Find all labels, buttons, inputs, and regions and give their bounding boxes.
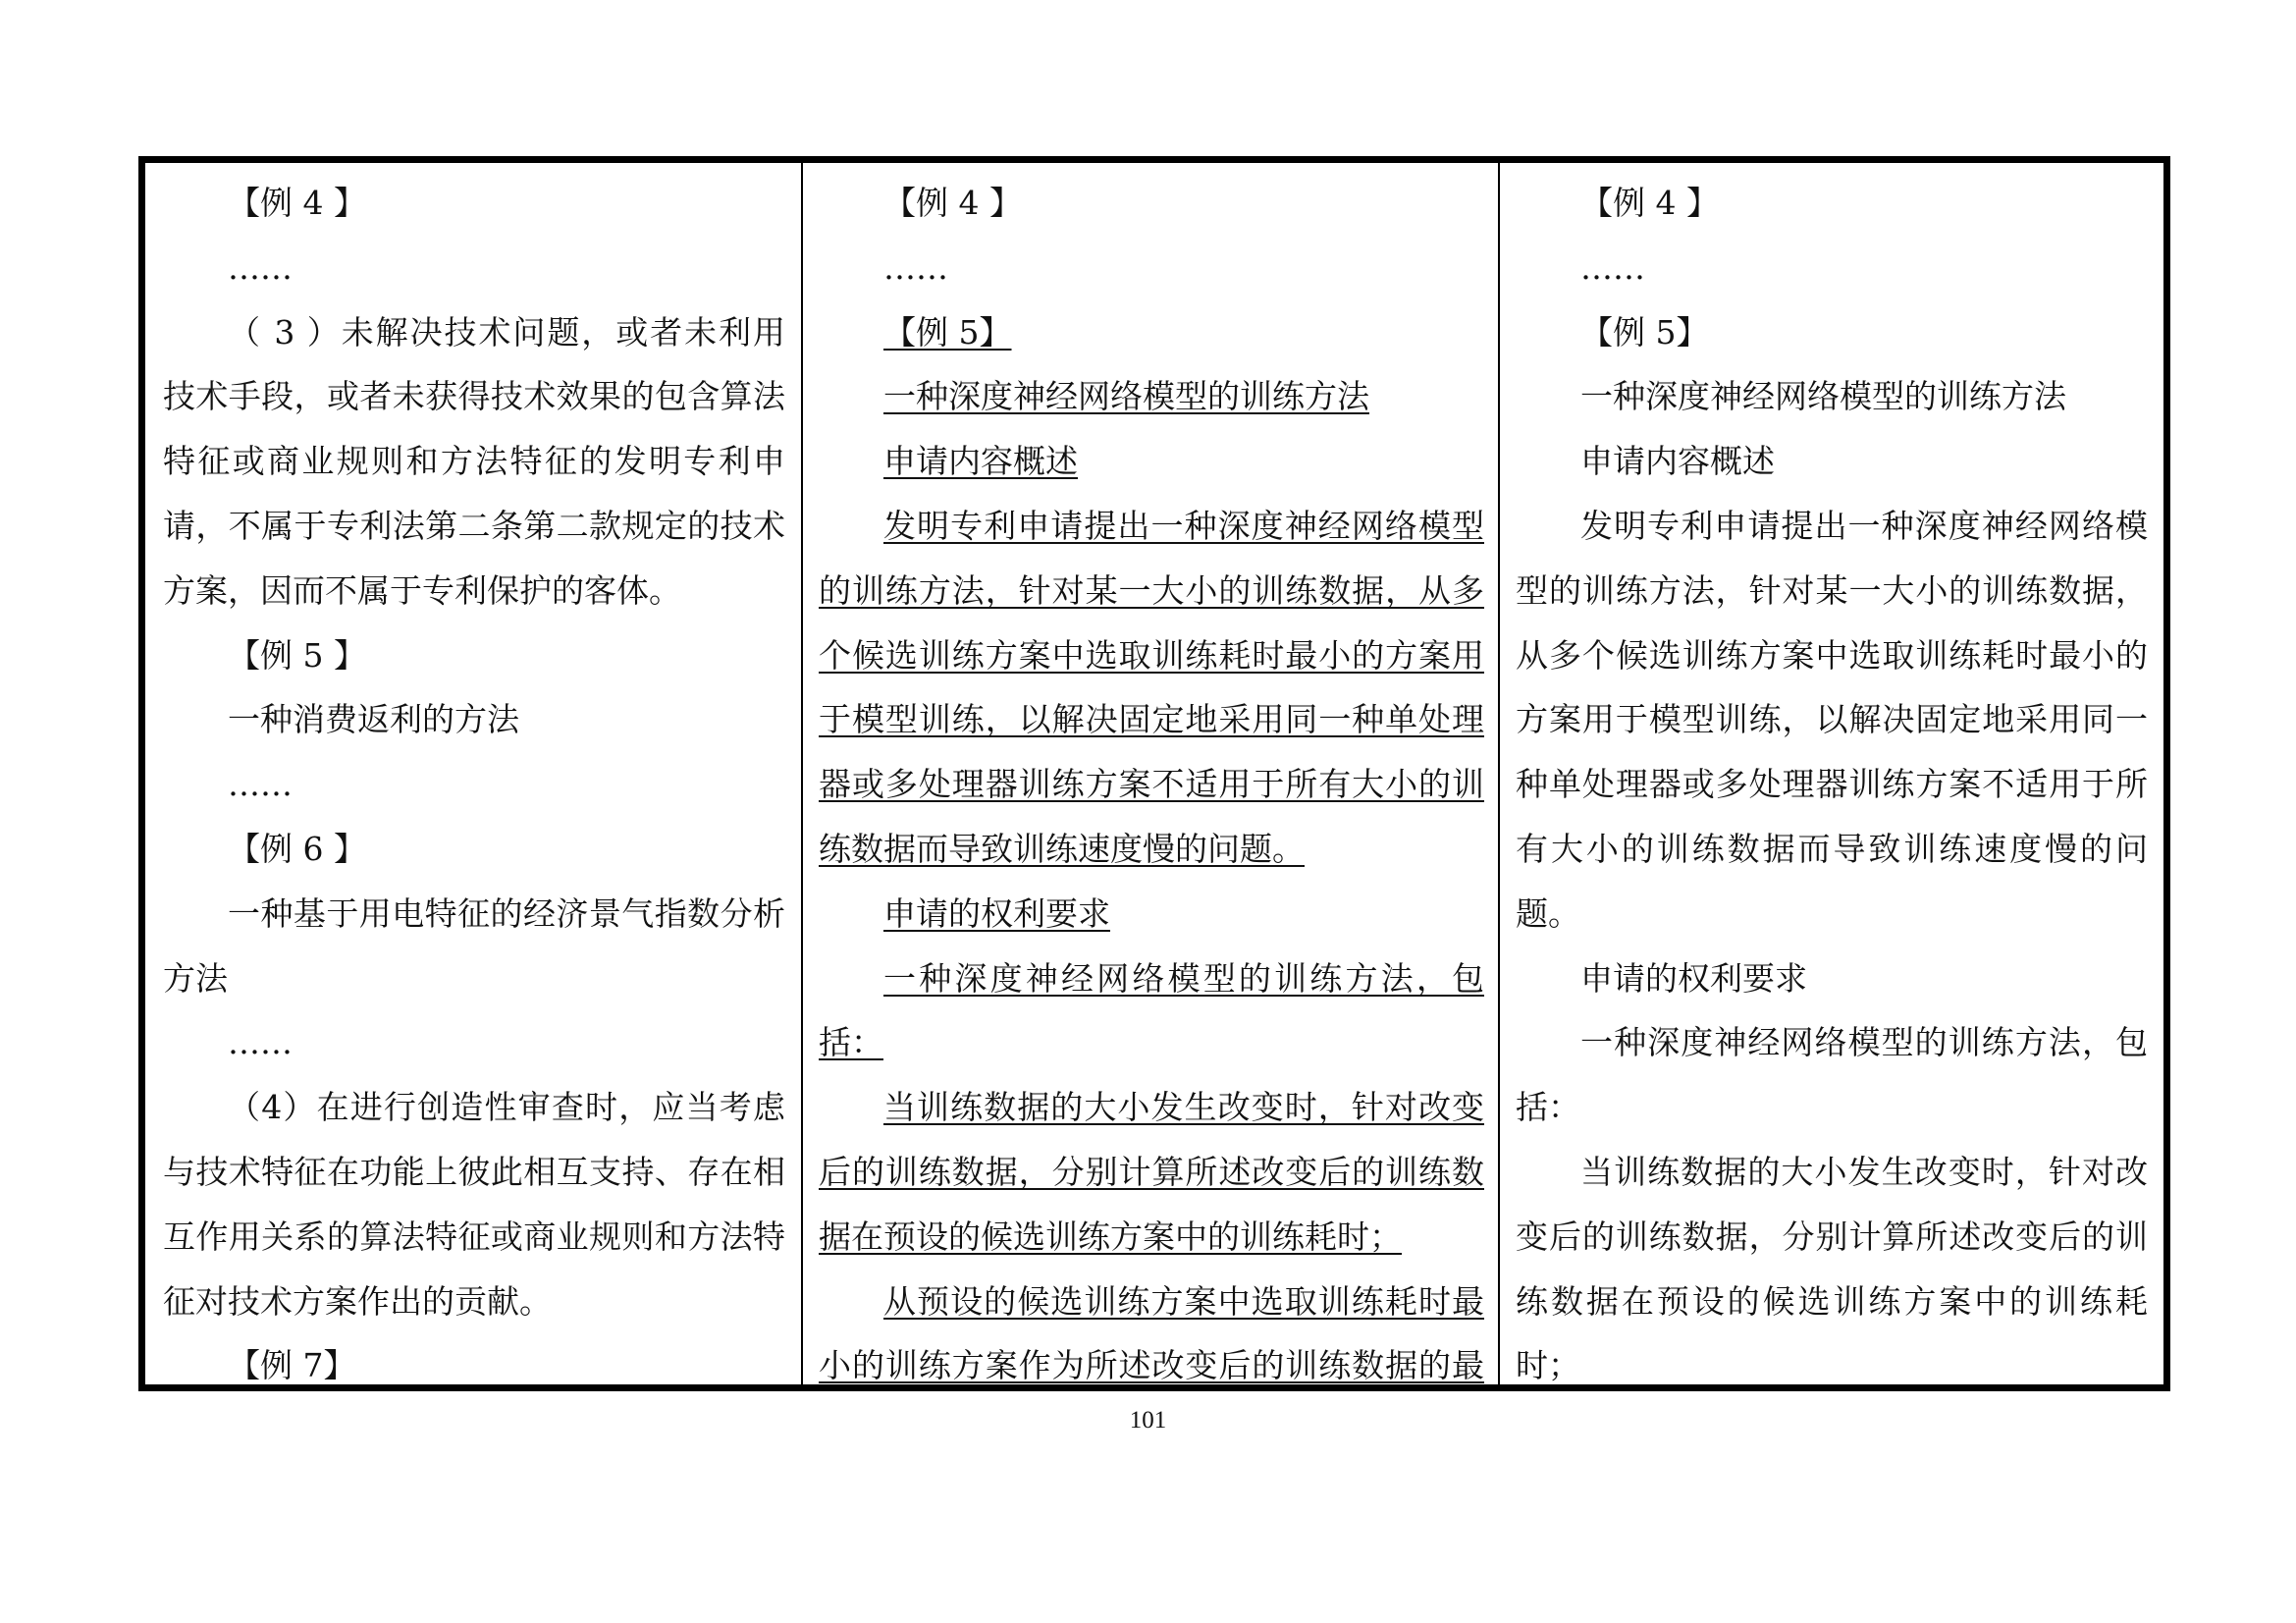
paragraph-text: 申请内容概述 [1580, 442, 1775, 481]
paragraph [163, 1075, 785, 1333]
paragraph-text: 申请内容概述 [883, 442, 1078, 481]
paragraph [1516, 364, 2148, 429]
paragraph-text: 【例 4 】 [1580, 184, 1719, 222]
paragraph [1516, 171, 2148, 236]
paragraph-text: 【例 5】 [1580, 312, 1709, 352]
comparison-table [138, 156, 2170, 1391]
paragraph-text: 【例 5 】 [228, 635, 366, 675]
paragraph [1516, 300, 2148, 365]
paragraph [819, 494, 1484, 882]
paragraph-text: 一种深度神经网络模型的训练方法，包括： [819, 958, 1484, 1062]
paragraph-text: （4）在进行创造性审查时，应当考虑与技术特征在功能上彼此相互支持、存在相互作用关系的算法特征或商业规则和方法特征对技术方案作出的贡献。 [163, 1088, 785, 1321]
paragraph-text: …… [883, 247, 948, 287]
paragraph [163, 623, 785, 688]
paragraph [163, 171, 785, 236]
paragraph [819, 429, 1484, 494]
paragraph-text: 一种消费返利的方法 [228, 700, 519, 739]
paragraph [819, 236, 1484, 300]
paragraph [1516, 1010, 2148, 1140]
paragraph-text: 【例 4 】 [228, 184, 366, 222]
table-column-middle [803, 163, 1500, 1384]
paragraph [819, 1075, 1484, 1269]
paragraph [1516, 429, 2148, 494]
paragraph [819, 947, 1484, 1076]
paragraph [819, 364, 1484, 429]
paragraph-text: 发明专利申请提出一种深度神经网络模型的训练方法，针对某一大小的训练数据，从多个候选训练方案中选取训练耗时最小的方案用于模型训练，以解决固定地采用同一种单处理器或多处理器训练方案不适用于所有大小的训练数据而导致训练速度慢的问题。 [819, 506, 1484, 868]
paragraph-text: 从预设的候选训练方案中选取训练耗时最小的训练方案作为所述改变后的训练数据的最 [819, 1281, 1484, 1384]
paragraph [819, 171, 1484, 236]
paragraph-text: 发明专利申请提出一种深度神经网络模型的训练方法，针对某一大小的训练数据，从多个候选训练方案中选取训练耗时最小的方案用于模型训练，以解决固定地采用同一种单处理器或多处理器训练方案不适用于所有大小的训练数据而导致训练速度慢的问题。 [1516, 506, 2148, 933]
paragraph-text: …… [1580, 247, 1645, 287]
paragraph-text: （ 3 ）未解决技术问题，或者未利用技术手段，或者未获得技术效果的包含算法特征或商业规则和方法特征的发明专利申请，不属于专利法第二条第二款规定的技术方案，因而不属于专利保护的客体。 [163, 312, 785, 610]
paragraph-text: …… [228, 1023, 293, 1062]
paragraph [163, 752, 785, 817]
paragraph-text: 【例 7】 [228, 1346, 356, 1384]
paragraph [1516, 494, 2148, 947]
paragraph [163, 300, 785, 623]
paragraph-text: …… [228, 247, 293, 287]
paragraph-text: 【例 5】 [883, 312, 1012, 352]
paragraph-text: 一种深度神经网络模型的训练方法，包括： [1516, 1023, 2148, 1127]
paragraph [819, 1270, 1484, 1384]
paragraph [163, 1010, 785, 1075]
paragraph-text: 【例 4 】 [883, 184, 1022, 222]
paragraph [819, 882, 1484, 947]
paragraph-text: 申请的权利要求 [1580, 958, 1807, 998]
paragraph [1516, 947, 2148, 1011]
paragraph [163, 236, 785, 300]
paragraph [1516, 1140, 2148, 1384]
paragraph-text: 一种深度神经网络模型的训练方法 [883, 377, 1369, 416]
table-column-right [1500, 163, 2163, 1384]
paragraph-text: 【例 6 】 [228, 829, 366, 868]
table-column-left [145, 163, 803, 1384]
page-number: 101 [1129, 1407, 1167, 1434]
paragraph-text: 申请的权利要求 [883, 893, 1110, 933]
paragraph [819, 300, 1484, 365]
paragraph-text: 一种深度神经网络模型的训练方法 [1580, 377, 2066, 416]
paragraph [163, 1333, 785, 1384]
paragraph-text: 一种基于用电特征的经济景气指数分析方法 [163, 893, 785, 998]
paragraph [163, 687, 785, 752]
paragraph [1516, 236, 2148, 300]
paragraph [163, 817, 785, 882]
paragraph-text: 当训练数据的大小发生改变时，针对改变后的训练数据，分别计算所述改变后的训练数据在预设的候选训练方案中的训练耗时； [819, 1088, 1484, 1256]
paragraph-text: …… [228, 765, 293, 804]
paragraph [163, 882, 785, 1011]
paragraph-text: 当训练数据的大小发生改变时，针对改变后的训练数据，分别计算所述改变后的训练数据在预设的候选训练方案中的训练耗时； [1516, 1152, 2148, 1384]
